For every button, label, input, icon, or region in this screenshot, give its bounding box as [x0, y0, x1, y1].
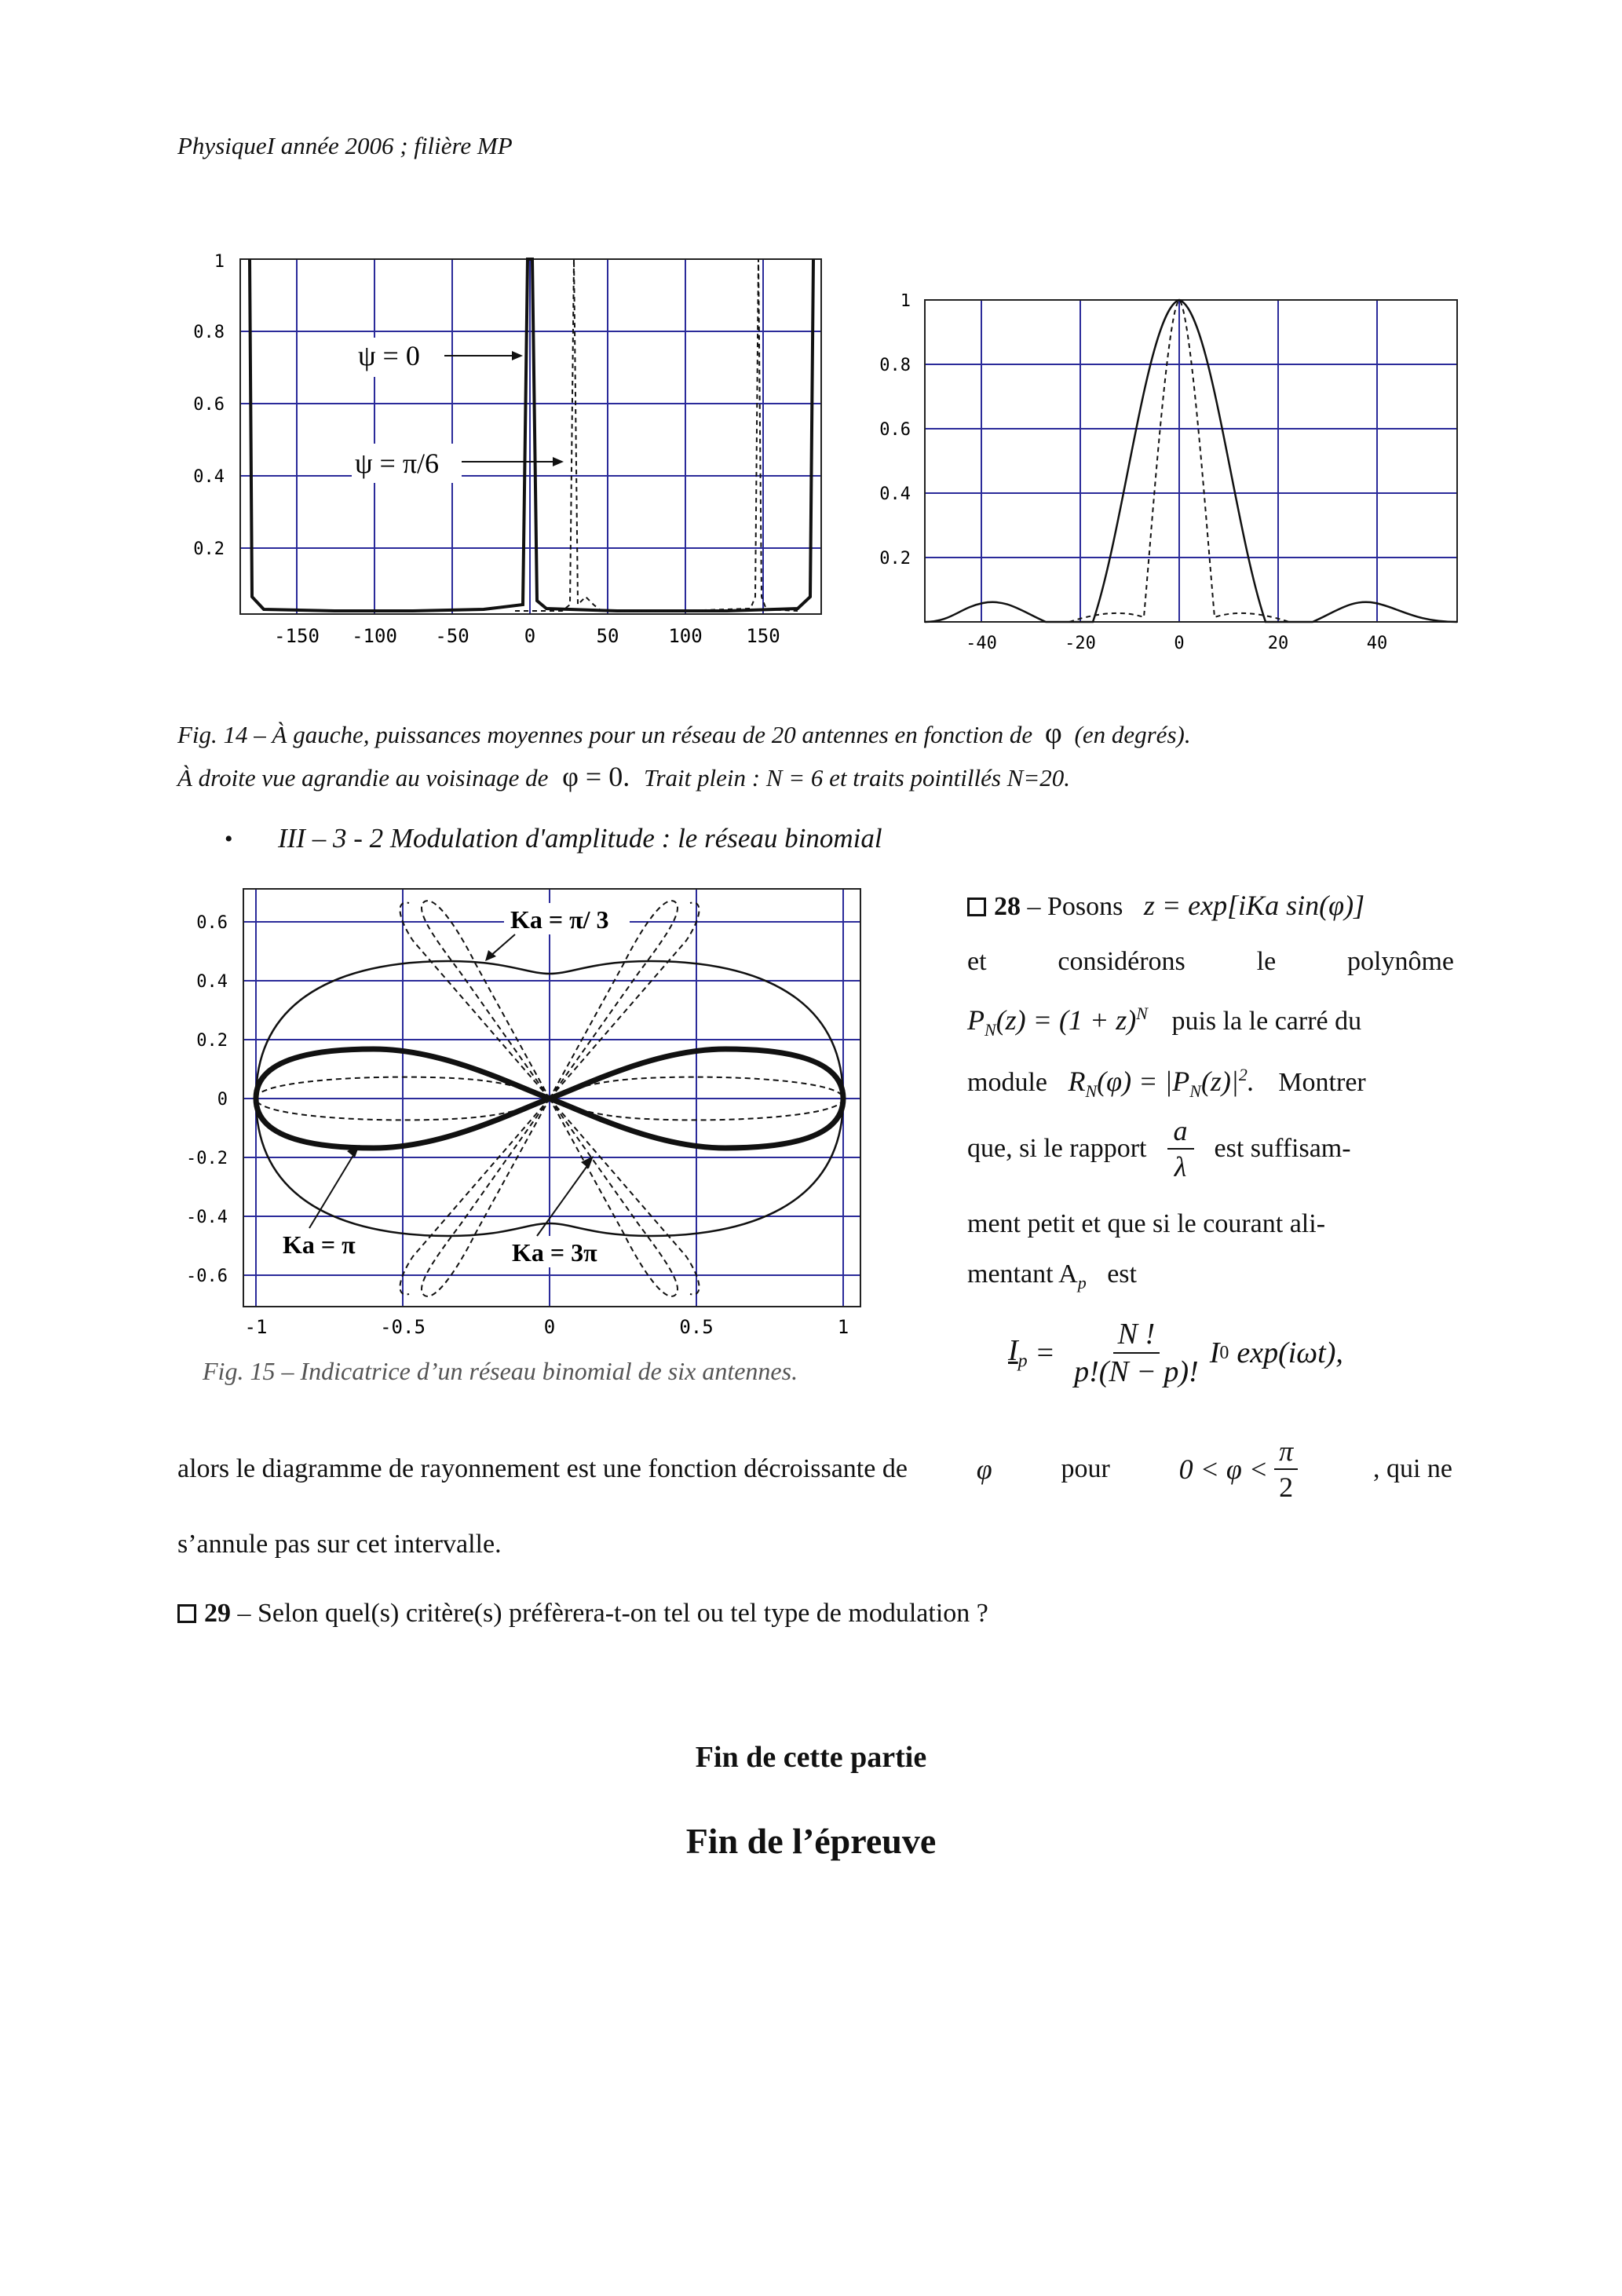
- fig14l-ytick: 0.6: [193, 395, 225, 415]
- end-of-exam: Fin de l’épreuve: [685, 1821, 937, 1861]
- rn-rest2: (z)|: [1200, 1066, 1239, 1097]
- q28-text: puis la le carré du: [1171, 1007, 1362, 1036]
- fig15-chart: [177, 886, 868, 1341]
- fig14r-ytick: 1: [900, 294, 911, 311]
- ip-formula: [1008, 1319, 1343, 1387]
- fig14-caption-line1: [177, 716, 1191, 751]
- caption-text: (en degrés).: [1074, 721, 1191, 748]
- ratio-fraction: $\frac{a}{\lambda}$: [1167, 1117, 1194, 1181]
- fig15-xtick: 0.5: [679, 1316, 714, 1338]
- continuation-line2: s’annule pas sur cet intervalle.: [177, 1530, 502, 1559]
- cont-ineq: 0 < φ <: [1178, 1453, 1269, 1485]
- q28-line5: [967, 1117, 1454, 1181]
- ip-eq: =: [1036, 1336, 1054, 1369]
- pi-over-2: $\frac{\pi}{2}$: [1274, 1437, 1298, 1501]
- rn-sub: N: [1085, 1081, 1098, 1102]
- cont-text: alors le diagramme de rayonnement est une fonction décroissante de: [177, 1454, 908, 1483]
- q28-text: est: [1107, 1260, 1137, 1289]
- cont-text: , qui ne: [1372, 1454, 1452, 1483]
- q28-word: le: [1256, 947, 1277, 976]
- label-psi-0: ψ = 0: [358, 340, 420, 371]
- rn-sup: 2: [1238, 1065, 1248, 1084]
- end-of-part: Fin de cette partie: [695, 1741, 927, 1774]
- fig14r-xtick: 40: [1366, 634, 1388, 653]
- q29-line: [177, 1599, 988, 1629]
- fig15-xtick: -1: [244, 1316, 268, 1338]
- fig14l-ytick: 1: [214, 252, 225, 272]
- pn-symbol: P: [967, 1004, 985, 1036]
- rn-symbol: R: [1068, 1066, 1086, 1097]
- fig14r-xtick: 0: [1174, 634, 1185, 653]
- label-ka-pi3: Ka = π/ 3: [510, 905, 609, 934]
- fig15-caption: Fig. 15 – Indicatrice d’un réseau binomial de six antennes.: [203, 1357, 798, 1385]
- ip-fraction: $\frac{N !}{p!(N - p)!}$: [1074, 1318, 1199, 1388]
- fig15-ytick: 0.2: [196, 1031, 228, 1051]
- fig14r-xtick: -20: [1065, 634, 1096, 653]
- i0-symbol: I: [1209, 1336, 1220, 1369]
- q28-line4: [967, 1065, 1454, 1102]
- pn-rest: (z) = (1 + z): [995, 1004, 1137, 1036]
- label-ka-pi: Ka = π: [283, 1230, 356, 1259]
- fig15-xtick: 1: [837, 1316, 849, 1338]
- caption-text: À droite vue agrandie au voisinage de: [177, 764, 549, 792]
- fig14l-xtick: 100: [668, 625, 703, 647]
- ip-exp: exp(iωt),: [1237, 1336, 1343, 1369]
- q28-word: et: [967, 947, 987, 976]
- i0-sub: 0: [1219, 1342, 1229, 1363]
- fig15-ytick: 0.4: [196, 972, 228, 992]
- fig14r-xtick: 20: [1267, 634, 1289, 653]
- fig14-right-chart: [873, 294, 1470, 663]
- rn-sub2: N: [1189, 1081, 1201, 1102]
- fig14l-ytick: 0.4: [193, 467, 225, 487]
- ip-symbol: I: [1008, 1334, 1018, 1368]
- q28-z-def: z = exp[iKa sin(φ)]: [1143, 890, 1365, 921]
- q28-line1: [967, 889, 1454, 922]
- pn-sub: N: [985, 1020, 996, 1040]
- fig15-xtick: 0: [543, 1316, 556, 1338]
- q28-text: ment petit et que si le courant ali-: [967, 1209, 1326, 1238]
- fig14r-xtick: -40: [966, 634, 997, 653]
- fig15-ytick: -0.4: [186, 1208, 228, 1227]
- fig15-ytick: -0.6: [186, 1267, 228, 1286]
- fig14l-xtick: -50: [435, 625, 469, 647]
- fig14l-xtick: 150: [746, 625, 780, 647]
- fig14-caption-line2: [177, 760, 1070, 793]
- fig15-ytick: -0.2: [186, 1149, 228, 1168]
- fig14l-xtick: 0: [524, 625, 536, 647]
- q28-line7: [967, 1260, 1454, 1293]
- ap-sub: p: [1077, 1272, 1087, 1292]
- section-title: III – 3 - 2 Modulation d'amplitude : le réseau binomial: [278, 823, 882, 854]
- fig14r-ytick: 0.8: [879, 356, 911, 375]
- checkbox-icon: [967, 898, 986, 916]
- fig14l-ytick: 0.2: [193, 539, 225, 559]
- fig14-left-chart: [177, 251, 837, 667]
- cont-phi: φ: [976, 1453, 992, 1485]
- q28-text: que, si le rapport: [967, 1134, 1147, 1163]
- q28-word: considérons: [1058, 947, 1185, 976]
- q28-number: 28: [994, 892, 1021, 921]
- checkbox-icon: [177, 1604, 196, 1623]
- fig14l-xtick: -100: [352, 625, 397, 647]
- fig14r-ytick: 0.2: [879, 549, 911, 569]
- q28-text: mentant A: [967, 1260, 1078, 1289]
- label-psi-pi6: ψ = π/6: [355, 448, 440, 479]
- pn-sup: N: [1136, 1004, 1148, 1023]
- caption-text: Trait plein : N = 6 et traits pointillés N=20.: [643, 764, 1070, 792]
- fig14r-ytick: 0.6: [879, 420, 911, 440]
- rn-rest: (φ) = |P: [1097, 1066, 1190, 1097]
- caption-phi: φ: [1044, 717, 1062, 750]
- rn-end: .: [1247, 1066, 1255, 1097]
- q28-line3: [967, 1004, 1454, 1040]
- fig15-ytick: 0: [217, 1090, 228, 1110]
- fig14l-xtick: 50: [596, 625, 619, 647]
- fig14l-ytick: 0.8: [193, 323, 225, 342]
- q28-text: module: [967, 1068, 1047, 1097]
- cont-text: pour: [1061, 1454, 1110, 1483]
- fig15-ytick: 0.6: [196, 913, 228, 933]
- page-header: PhysiqueI année 2006 ; filière MP: [177, 132, 513, 159]
- section-bullet: •: [225, 826, 233, 852]
- fig14l-xtick: -150: [274, 625, 320, 647]
- caption-text: Fig. 14 – À gauche, puissances moyennes pour un réseau de 20 antennes en fonction de: [177, 721, 1033, 748]
- q28-text: – Posons: [1021, 892, 1123, 921]
- q28-line6: [967, 1209, 1454, 1239]
- caption-phi0: φ = 0.: [562, 761, 630, 792]
- continuation-line1: [177, 1437, 1452, 1501]
- ip-sub: p: [1017, 1351, 1028, 1372]
- q28-text: est suffisam-: [1214, 1134, 1351, 1163]
- q28-word: polynôme: [1347, 947, 1454, 976]
- q28-text: Montrer: [1278, 1068, 1366, 1097]
- fig14r-ytick: 0.4: [879, 484, 911, 504]
- fig15-xtick: -0.5: [380, 1316, 426, 1338]
- label-ka-3pi: Ka = 3π: [512, 1238, 597, 1267]
- q29-text: – Selon quel(s) critère(s) préfèrera-t-on tel ou tel type de modulation ?: [231, 1599, 988, 1628]
- q29-number: 29: [204, 1599, 231, 1628]
- q28-line2: [967, 947, 1454, 977]
